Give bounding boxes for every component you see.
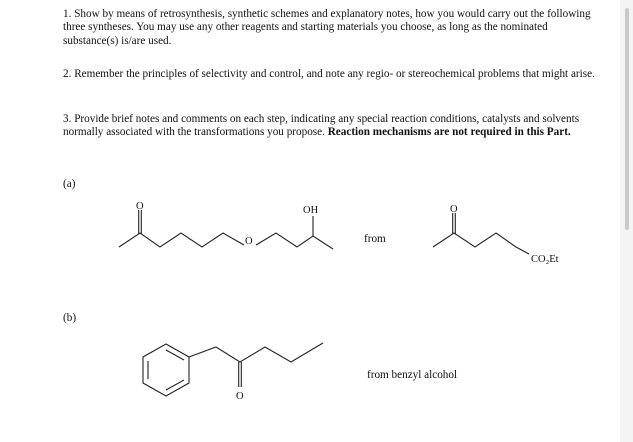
part-a-target-hydroxyl: OH — [303, 205, 319, 216]
part-b-target-structure — [143, 343, 323, 402]
part-a-from-text: from — [364, 233, 386, 245]
part-b-benzene-ring — [143, 344, 189, 396]
question-2: 2. Remember the principles of selectivity and control, and note any regio- or stereochemical problems that might arise. — [63, 68, 595, 80]
part-a-start-structure — [433, 204, 559, 265]
part-b-carbonyl-o: O — [236, 391, 244, 402]
question-1: 1. Show by means of retrosynthesis, synthetic schemes and explanatory notes, how you would carry out the following three syntheses. You may use any other reagents and starting materials you choose, as long as the nominated substance(s) is/are used. — [63, 8, 591, 47]
part-a-target-chain-left — [119, 233, 244, 247]
part-a-target-ether-o: O — [245, 236, 253, 247]
part-a-start-chain — [433, 233, 529, 254]
part-b-label: (b) — [63, 312, 77, 324]
question-3-text: 3. Provide brief notes and comments on each step, indicating any special reaction conditions, catalysts and solvents normally associated with the transformations you propose. — [63, 113, 580, 139]
part-a-start-carbonyl-o: O — [450, 204, 458, 215]
part-b-side-chain — [189, 343, 323, 362]
question-3-bold-note: Reaction mechanisms are not required in this Part. — [327, 126, 571, 139]
part-a-target-carbonyl-o: O — [136, 201, 144, 212]
part-a-start-ester: CO₂Et — [531, 254, 559, 265]
part-b-ring-double-2 — [166, 380, 184, 390]
part-b-ring-double-1 — [166, 350, 184, 360]
part-a-target-structure — [119, 201, 333, 249]
part-a-target-chain-right — [256, 233, 333, 249]
part-a-label: (a) — [63, 178, 76, 190]
part-b-from-text: from benzyl alcohol — [367, 369, 458, 381]
